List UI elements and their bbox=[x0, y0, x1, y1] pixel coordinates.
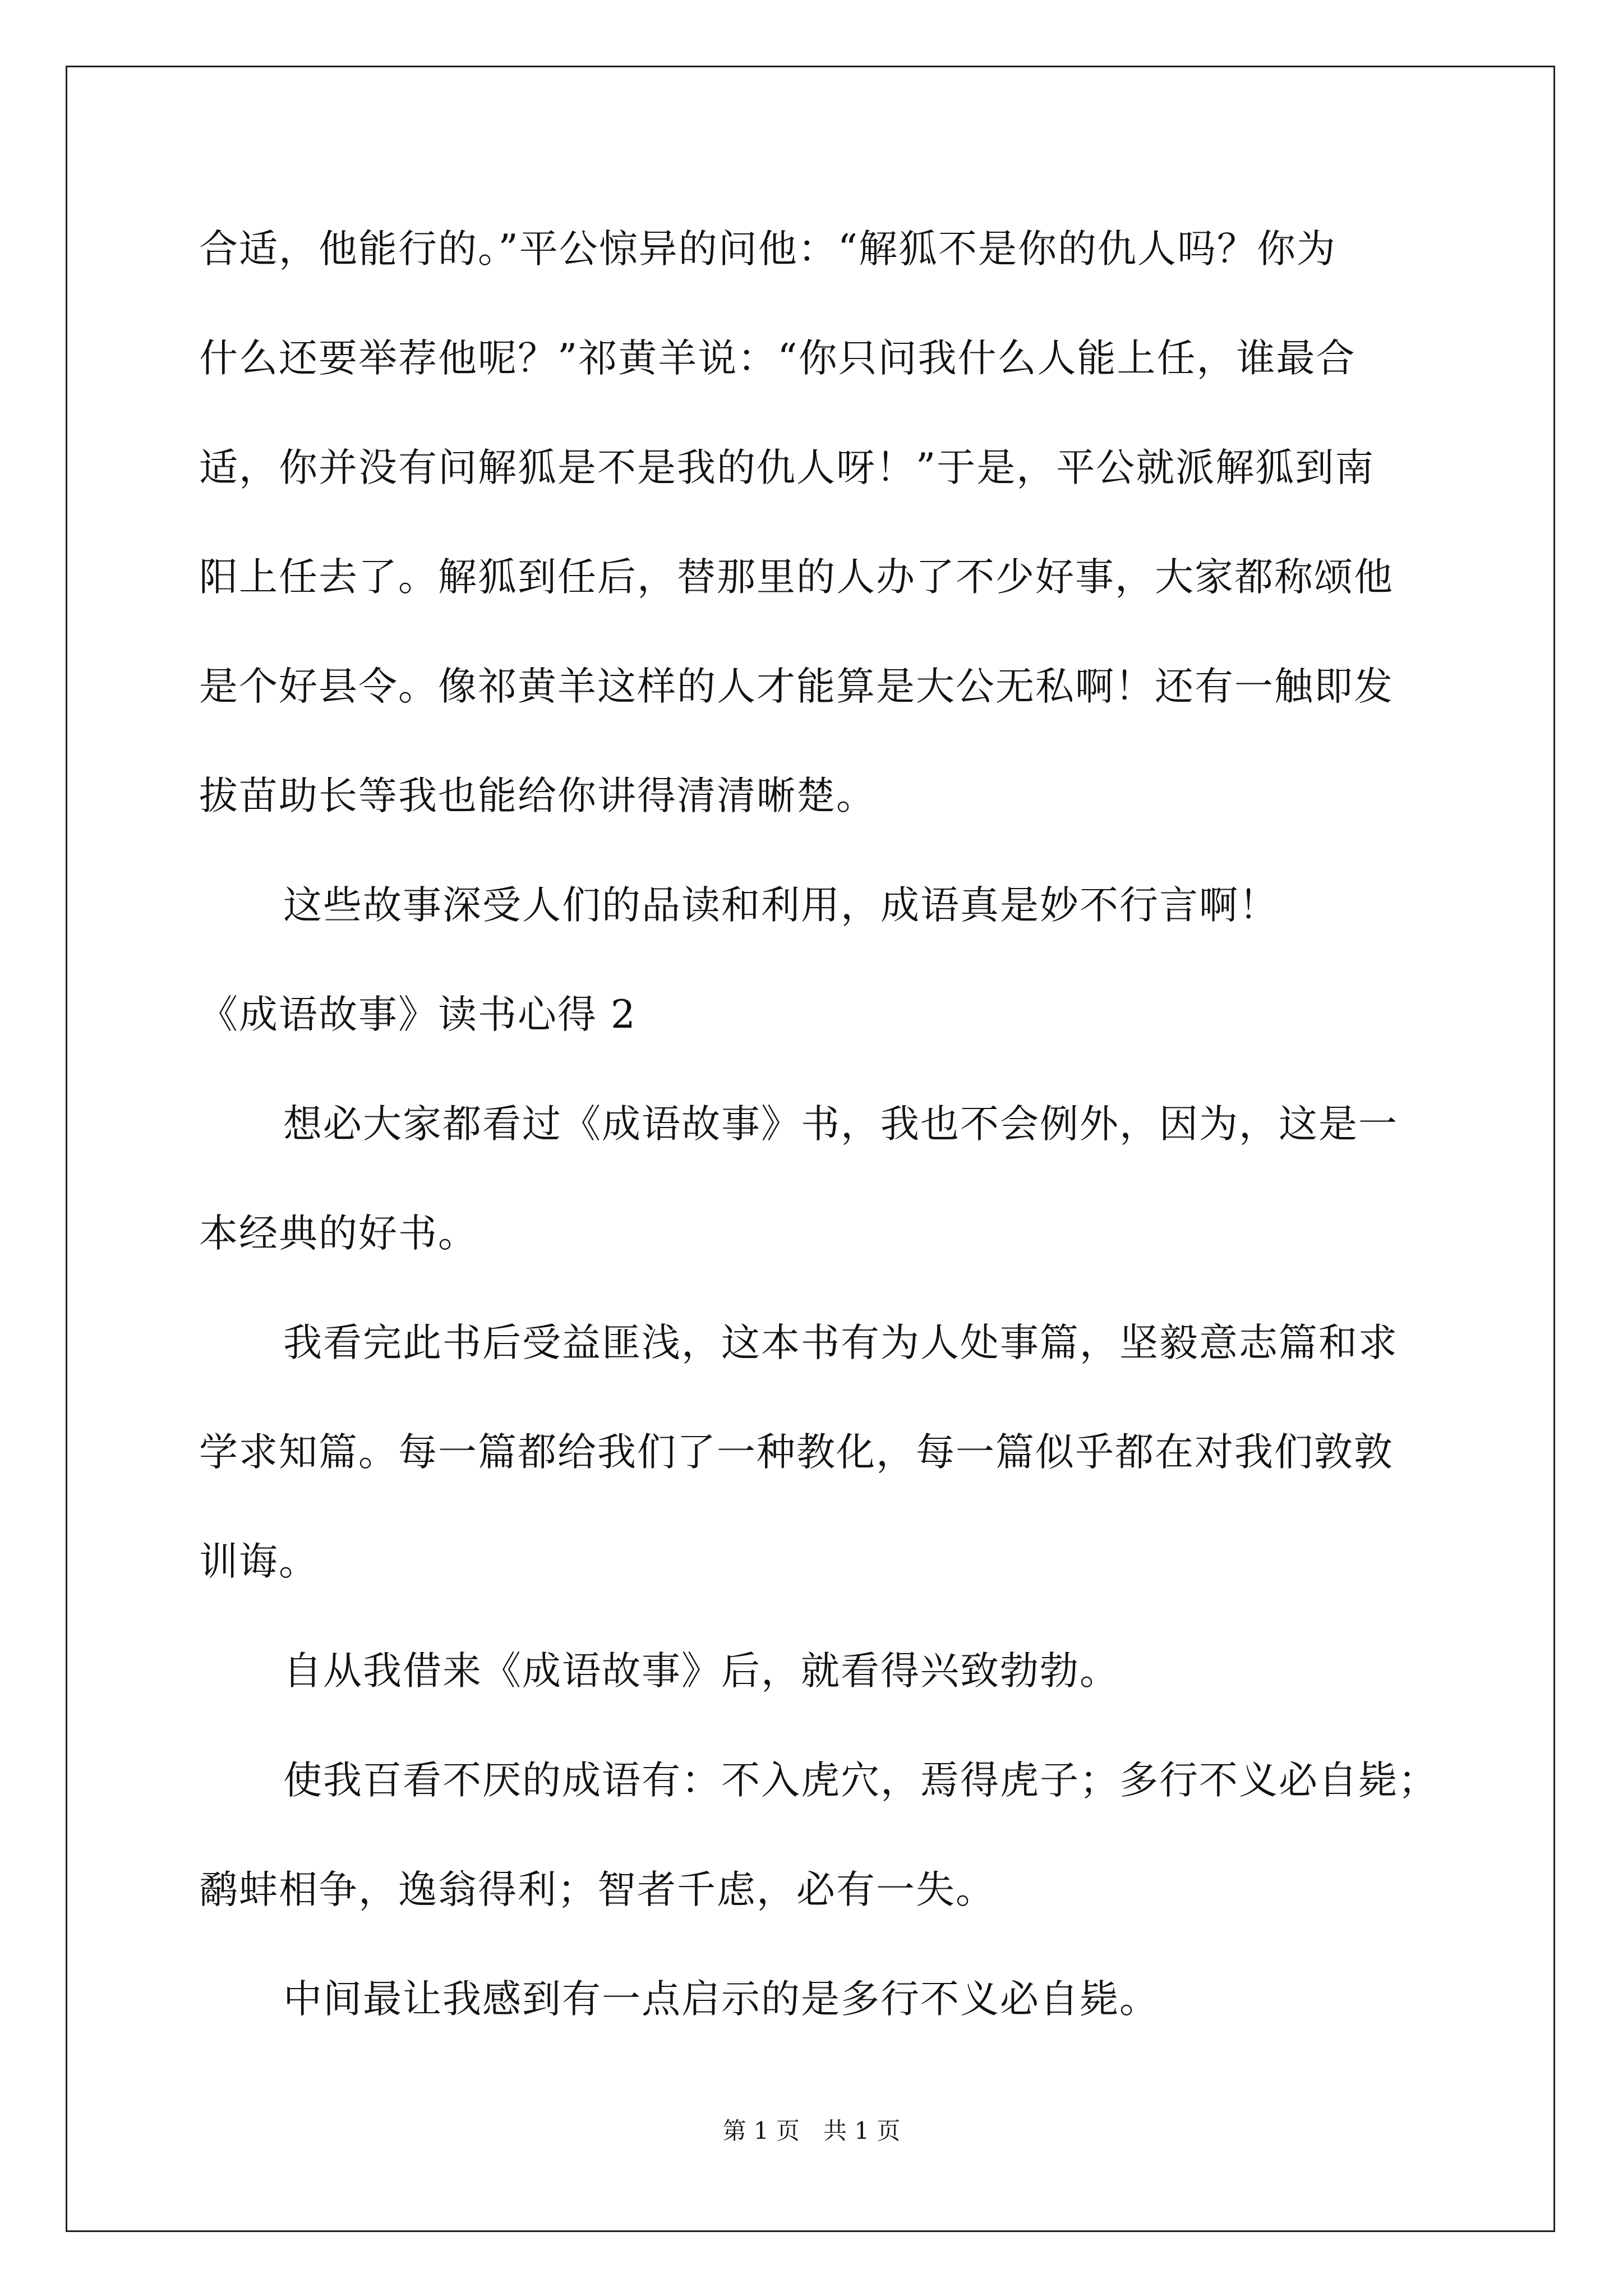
text-line: 训诲。 bbox=[199, 1539, 319, 1584]
paragraph-line: 使我百看不厌的成语有：不入虎穴，焉得虎子；多行不义必自毙； bbox=[283, 1758, 1438, 1803]
paragraph-line: 我看完此书后受益匪浅，这本书有为人处事篇，坚毅意志篇和求 bbox=[283, 1320, 1398, 1365]
text-line: 本经典的好书。 bbox=[199, 1211, 478, 1256]
text-line: 阳上任去了。解狐到任后，替那里的人办了不少好事，大家都称颂他 bbox=[199, 555, 1394, 600]
text-line: 鹬蚌相争，逸翁得利；智者千虑，必有一失。 bbox=[199, 1867, 995, 1912]
paragraph-line: 自从我借来《成语故事》后，就看得兴致勃勃。 bbox=[283, 1649, 1119, 1694]
paragraph-line: 中间最让我感到有一点启示的是多行不义必自毙。 bbox=[283, 1977, 1159, 2022]
paragraph-line: 这些故事深受人们的品读和利用，成语真是妙不行言啊！ bbox=[283, 883, 1279, 928]
section-heading: 《成语故事》读书心得 2 bbox=[199, 992, 637, 1037]
text-line: 合适，他能行的。”平公惊异的问他：“解狐不是你的仇人吗？你为 bbox=[199, 227, 1337, 272]
text-line: 适，你并没有问解狐是不是我的仇人呀！”于是，平公就派解狐到南 bbox=[199, 445, 1375, 490]
text-line: 拔苗助长等我也能给你讲得清清晰楚。 bbox=[199, 774, 876, 818]
paragraph-line: 想必大家都看过《成语故事》书，我也不会例外，因为，这是一 bbox=[283, 1102, 1398, 1147]
text-line: 学求知篇。每一篇都给我们了一种教化，每一篇似乎都在对我们敦敦 bbox=[199, 1430, 1394, 1475]
page-footer: 第 1 页 共 1 页 bbox=[722, 2117, 901, 2145]
text-line: 是个好县令。像祁黄羊这样的人才能算是大公无私啊！还有一触即发 bbox=[199, 664, 1394, 709]
text-line: 什么还要举荐他呢？”祁黄羊说：“你只问我什么人能上任，谁最合 bbox=[199, 336, 1356, 381]
